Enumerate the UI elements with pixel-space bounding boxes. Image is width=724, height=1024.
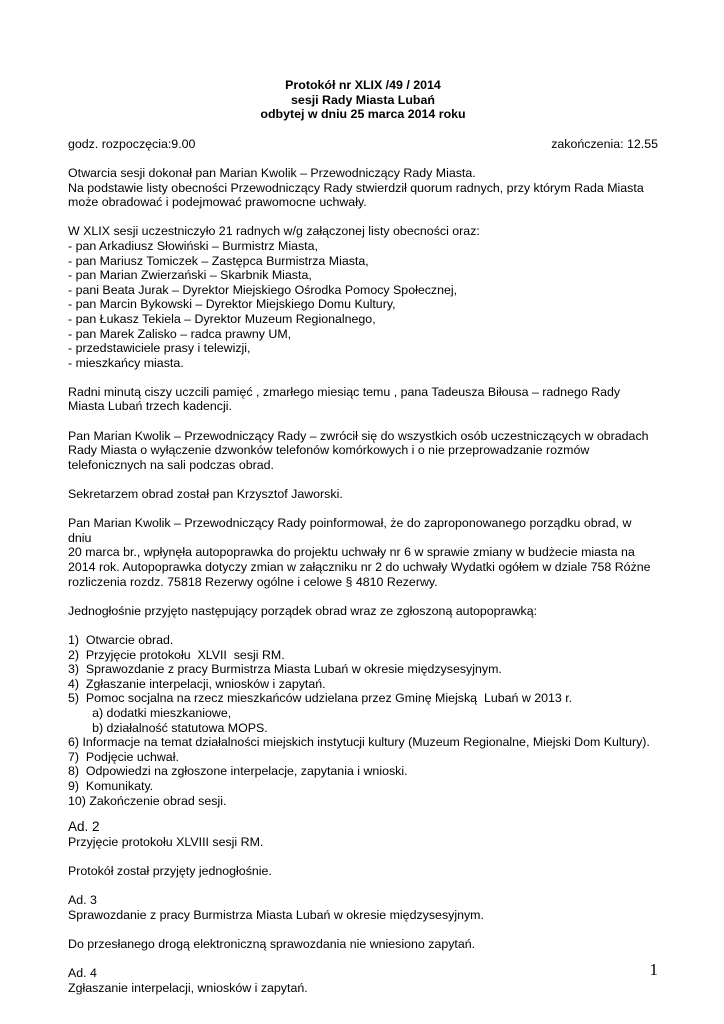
text-line: Rady Miasta o wyłączenie dzwonków telefonów komórkowych i o nie przeprowadzanie rozmów [68, 443, 590, 458]
ad2-result: Protokół został przyjęty jednogłośnie. [68, 863, 272, 878]
ad3-subject: Sprawozdanie z pracy Burmistrza Miasta Lubań w okresie międzysesyjnym. [68, 907, 484, 922]
ad4-section [68, 966, 658, 995]
agenda-item: 6) Informacje na temat działalności miejskich instytucji kultury (Muzeum Regionalne, Miejski Dom Kultury). [68, 735, 650, 750]
text-line: Sekretarzem obrad został pan Krzysztof Jaworski. [68, 487, 343, 502]
agenda-item: 7) Podjęcie uchwał. [68, 749, 179, 764]
agenda-item: 9) Komunikaty. [68, 778, 154, 793]
text-line: Miasta Lubań trzech kadencji. [68, 399, 232, 414]
agenda-item: 8) Odpowiedzi na zgłoszone interpelacje, zapytania i wnioski. [68, 764, 408, 779]
text-line: Radni minutą ciszy uczcili pamięć , zmarłego miesiąc temu , pana Tadeusza Biłousa – radnego Rady [68, 384, 621, 399]
text-line: 20 marca br., wpłynęła autopoprawka do projektu uchwały nr 6 w sprawie zmiany w budżecie miasta na [68, 545, 635, 560]
attendance-intro: W XLIX sesji uczestniczyło 21 radnych w/g załączonej listy obecności oraz: [68, 224, 480, 239]
start-time: godz. rozpoczęcia:9.00 [68, 136, 196, 151]
session-times [68, 137, 658, 152]
text-line: Pan Marian Kwolik – Przewodniczący Rady – zwrócił się do wszystkich osób uczestniczących w obradach [68, 428, 649, 443]
agenda-item: 3) Sprawozdanie z pracy Burmistrza Miasta Lubań w okresie międzysesyjnym. [68, 662, 502, 677]
ad2-heading: Ad. 2 [68, 819, 100, 835]
attendee-item: - mieszkańcy miasta. [68, 355, 184, 370]
text-line: może obradować i podejmować prawomocne uchwały. [68, 195, 367, 210]
attendee-item: - pani Beata Jurak – Dyrektor Miejskiego Ośrodka Pomocy Społecznej, [68, 282, 458, 297]
attendee-item: - przedstawiciele prasy i telewizji, [68, 341, 251, 356]
agenda-intro-paragraph [68, 604, 658, 619]
amendment-paragraph [68, 516, 658, 589]
document-title [68, 78, 658, 122]
minute-silence-paragraph [68, 385, 658, 414]
ad3-section [68, 893, 658, 951]
ad4-subject: Zgłaszanie interpelacji, wniosków i zapytań. [68, 980, 308, 995]
ad2-section [68, 820, 658, 878]
attendance-section [68, 224, 658, 370]
attendee-item: - pan Marian Zwierzański – Skarbnik Miasta, [68, 268, 312, 283]
attendee-item: - pan Marcin Bykowski – Dyrektor Miejskiego Domu Kultury, [68, 297, 396, 312]
agenda-subitem: b) działalność statutowa MOPS. [68, 720, 268, 735]
end-time: zakończenia: 12.55 [551, 136, 658, 151]
title-line-1: Protokół nr XLIX /49 / 2014 [285, 78, 441, 92]
text-line: Na podstawie listy obecności Przewodniczący Rady stwierdził quorum radnych, przy którym Rada Miasta [68, 180, 644, 195]
agenda-item: 1) Otwarcie obrad. [68, 632, 174, 647]
title-line-2: sesji Rady Miasta Lubań [291, 92, 435, 107]
agenda-intro: Jednogłośnie przyjęto następujący porządek obrad wraz ze zgłoszoną autopoprawką: [68, 603, 538, 618]
attendee-item: - pan Mariusz Tomiczek – Zastępca Burmistrza Miasta, [68, 253, 369, 268]
page-number: 1 [649, 960, 658, 979]
agenda-item: 2) Przyjęcie protokołu XLVII sesji RM. [68, 647, 285, 662]
agenda-item: 4) Zgłaszanie interpelacji, wniosków i zapytań. [68, 676, 326, 691]
text-line: telefonicznych na sali podczas obrad. [68, 457, 274, 472]
agenda-item: 5) Pomoc socjalna na rzecz mieszkańców udzielana przez Gminę Miejską Lubań w 2013 r. [68, 691, 573, 706]
attendee-item: - pan Marek Zalisko – radca prawny UM, [68, 326, 292, 341]
attendee-item: - pan Łukasz Tekiela – Dyrektor Muzeum Regionalnego, [68, 311, 376, 326]
text-line: Otwarcia sesji dokonał pan Marian Kwolik – Przewodniczący Rady Miasta. [68, 165, 476, 180]
secretary-paragraph [68, 487, 658, 502]
ad2-subject: Przyjęcie protokołu XLVIII sesji RM. [68, 834, 264, 849]
agenda-item: 10) Zakończenie obrad sesji. [68, 793, 227, 808]
text-line: 2014 rok. Autopoprawka dotyczy zmian w załączniku nr 2 do uchwały Wydatki ogółem w dziale 758 Różne [68, 560, 651, 574]
document-page [68, 78, 658, 995]
text-line: Pan Marian Kwolik – Przewodniczący Rady poinformował, że do zaproponowanego porządku obrad, w dniu [68, 516, 632, 545]
attendee-item: - pan Arkadiusz Słowiński – Burmistrz Miasta, [68, 238, 318, 253]
agenda-list [68, 633, 658, 808]
ad3-heading: Ad. 3 [68, 893, 97, 908]
phones-paragraph [68, 429, 658, 473]
title-line-3: odbytej w dniu 25 marca 2014 roku [260, 107, 466, 122]
agenda-subitem: a) dodatki mieszkaniowe, [68, 705, 232, 720]
opening-paragraph [68, 166, 658, 210]
text-line: rozliczenia rozdz. 75818 Rezerwy ogólne i celowe § 4810 Rezerwy. [68, 574, 438, 589]
ad4-heading: Ad. 4 [68, 966, 97, 981]
ad3-result: Do przesłanego drogą elektroniczną sprawozdania nie wniesiono zapytań. [68, 936, 476, 951]
